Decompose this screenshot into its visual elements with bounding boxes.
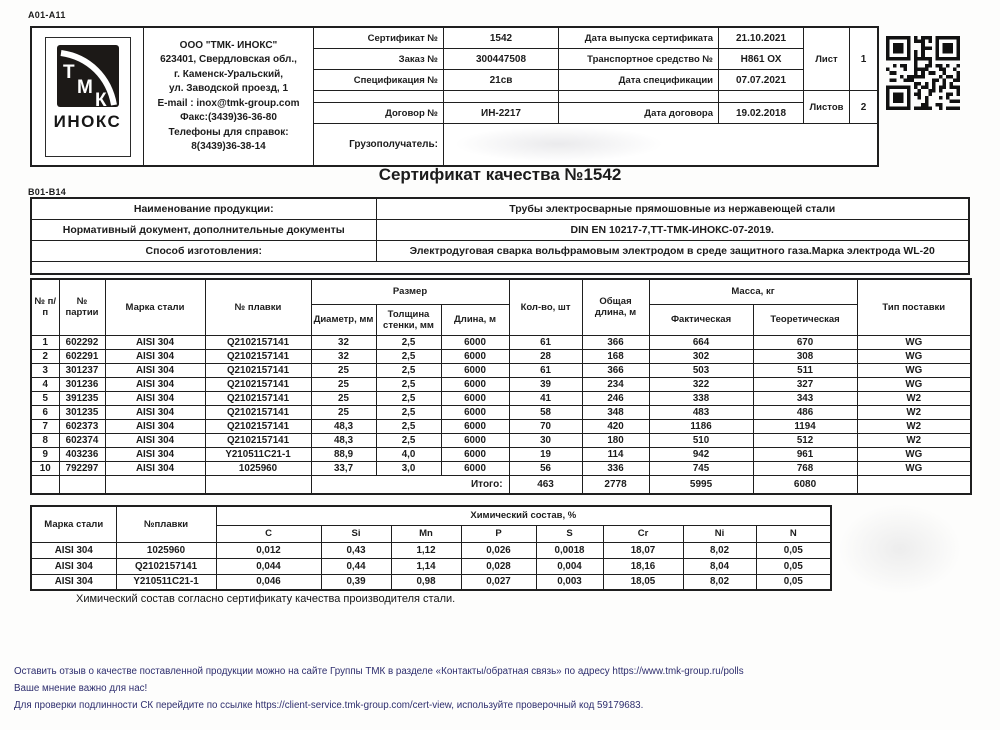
product-info-value: Электродуговая сварка вольфрамовым электродом в среде защитного газа.Марка электрода WL-20 [376, 240, 969, 261]
cell-mass-theor: 511 [753, 363, 857, 377]
cell-mass-fact: 322 [649, 377, 753, 391]
header-field-value: ИН-2217 [444, 103, 559, 124]
cell-grade: AISI 304 [105, 433, 205, 447]
cell-batch: 792297 [59, 461, 105, 475]
cell-diameter: 33,7 [311, 461, 376, 475]
cell-delivery: WG [857, 335, 971, 349]
totals-mass-theor: 6080 [753, 475, 857, 494]
col-num: № п/п [31, 279, 59, 335]
cell-length: 6000 [441, 377, 509, 391]
cell-num: 4 [31, 377, 59, 391]
cell-delivery: W2 [857, 419, 971, 433]
cell-thickness: 2,5 [376, 377, 441, 391]
chem-col-group: Химический состав, % [216, 506, 831, 525]
footer-note-line: Оставить отзыв о качестве поставленной продукции можно на сайте Группы ТМК в разделе «Контакты/обратная связь» по адресу https://www.tmk-group.ru/polls [14, 666, 744, 677]
cell-diameter: 88,9 [311, 447, 376, 461]
product-info-value: DIN EN 10217-7,ТТ-ТМК-ИНОКС-07-2019. [376, 219, 969, 240]
chem-cell-mn: 1,12 [391, 542, 461, 558]
cell-thickness: 2,5 [376, 335, 441, 349]
chem-cell-grade: AISI 304 [31, 574, 116, 590]
chem-cell-s: 0,0018 [536, 542, 603, 558]
chem-col-grade: Марка стали [31, 506, 116, 542]
chem-element-header: Si [321, 525, 391, 542]
empty-cell [105, 475, 205, 494]
cell-heat: Q2102157141 [205, 377, 311, 391]
chem-cell-si: 0,39 [321, 574, 391, 590]
cell-grade: AISI 304 [105, 405, 205, 419]
pipe-row [31, 391, 971, 405]
cell-length: 6000 [441, 335, 509, 349]
cell-mass-fact: 510 [649, 433, 753, 447]
cell-batch: 602291 [59, 349, 105, 363]
cell-heat: Q2102157141 [205, 419, 311, 433]
totals-total-length: 2778 [582, 475, 649, 494]
company-address [144, 28, 314, 165]
chem-cell-cr: 18,05 [603, 574, 683, 590]
cell-num: 2 [31, 349, 59, 363]
cell-num: 6 [31, 405, 59, 419]
company-logo [32, 28, 144, 165]
main-data-table [30, 278, 972, 495]
cell-mass-theor: 512 [753, 433, 857, 447]
svg-text:К: К [94, 89, 107, 107]
cell-heat: Q2102157141 [205, 391, 311, 405]
company-address-line: ул. Заводской проезд, 1 [168, 83, 289, 94]
chem-cell-heat: 1025960 [116, 542, 216, 558]
cell-length: 6000 [441, 363, 509, 377]
cell-batch: 602374 [59, 433, 105, 447]
cell-grade: AISI 304 [105, 461, 205, 475]
cell-num: 5 [31, 391, 59, 405]
cell-qty: 56 [509, 461, 582, 475]
pipe-row [31, 363, 971, 377]
chem-cell-p: 0,028 [461, 558, 536, 574]
cell-mass-fact: 302 [649, 349, 753, 363]
header-field-value: 19.02.2018 [719, 103, 804, 124]
cell-qty: 30 [509, 433, 582, 447]
chem-cell-c: 0,046 [216, 574, 321, 590]
empty-cell [205, 475, 311, 494]
cell-total-length: 336 [582, 461, 649, 475]
cell-mass-theor: 343 [753, 391, 857, 405]
cell-total-length: 180 [582, 433, 649, 447]
col-qty: Кол-во, шт [509, 279, 582, 335]
cell-length: 6000 [441, 433, 509, 447]
cell-qty: 28 [509, 349, 582, 363]
cell-num: 1 [31, 335, 59, 349]
col-diameter: Диаметр, мм [311, 304, 376, 335]
cell-num: 7 [31, 419, 59, 433]
sheet-label: Лист [804, 28, 850, 91]
cell-mass-theor: 670 [753, 335, 857, 349]
product-info-label: Нормативный документ, дополнительные документы [31, 219, 376, 240]
company-address-line: 623401, Свердловская обл., [160, 54, 297, 65]
totals-row [31, 475, 971, 494]
pipe-row [31, 377, 971, 391]
product-info-row [31, 219, 969, 240]
cell-thickness: 2,5 [376, 433, 441, 447]
cell-mass-theor: 486 [753, 405, 857, 419]
footer-note-line: Для проверки подлинности СК перейдите по ссылке https://client-service.tmk-group.com/cert-view, используйте проверочный код 59179683. [14, 700, 644, 711]
product-info-table [30, 197, 970, 275]
cell-batch: 301237 [59, 363, 105, 377]
cell-heat: Q2102157141 [205, 433, 311, 447]
cell-qty: 19 [509, 447, 582, 461]
cell-heat: Q2102157141 [205, 405, 311, 419]
company-address-line: Телефоны для справок: [168, 126, 289, 138]
cell-qty: 39 [509, 377, 582, 391]
pipe-row [31, 433, 971, 447]
chem-row [31, 574, 831, 590]
cell-batch: 391235 [59, 391, 105, 405]
product-spacer-row [31, 261, 969, 274]
cell-heat: Q2102157141 [205, 363, 311, 377]
product-info-value: Трубы электросварные прямошовные из нержавеющей стали [376, 198, 969, 219]
cell-mass-theor: 768 [753, 461, 857, 475]
cell-qty: 70 [509, 419, 582, 433]
form-code-top: A01-A11 [28, 10, 66, 20]
chem-cell-s: 0,004 [536, 558, 603, 574]
cell-thickness: 2,5 [376, 419, 441, 433]
col-thickness: Толщина стенки, мм [376, 304, 441, 335]
cell-delivery: WG [857, 447, 971, 461]
cell-delivery: WG [857, 461, 971, 475]
cell-thickness: 2,5 [376, 349, 441, 363]
cell-delivery: WG [857, 349, 971, 363]
col-heat: № плавки [205, 279, 311, 335]
cell-total-length: 366 [582, 335, 649, 349]
chem-element-header: P [461, 525, 536, 542]
cell-delivery: W2 [857, 405, 971, 419]
cell-length: 6000 [441, 461, 509, 475]
cell-num: 10 [31, 461, 59, 475]
cell-thickness: 4,0 [376, 447, 441, 461]
cell-total-length: 366 [582, 363, 649, 377]
cell-batch: 602373 [59, 419, 105, 433]
cell-diameter: 25 [311, 391, 376, 405]
cell-length: 6000 [441, 419, 509, 433]
cell-num: 8 [31, 433, 59, 447]
cell-total-length: 234 [582, 377, 649, 391]
cell-batch: 403236 [59, 447, 105, 461]
chem-cell-grade: AISI 304 [31, 558, 116, 574]
empty-cell [31, 261, 969, 274]
cell-diameter: 25 [311, 377, 376, 391]
cell-delivery: W2 [857, 391, 971, 405]
chem-element-header: Ni [683, 525, 756, 542]
col-grade: Марка стали [105, 279, 205, 335]
chem-col-heat: №плавки [116, 506, 216, 542]
cell-length: 6000 [441, 391, 509, 405]
logo-inoks-text: ИНОКС [53, 111, 122, 131]
cell-batch: 602292 [59, 335, 105, 349]
company-address-line: ООО "ТМК- ИНОКС" [179, 39, 278, 51]
totals-mass-fact: 5995 [649, 475, 753, 494]
cell-total-length: 420 [582, 419, 649, 433]
header-field-label: Заказ № [314, 49, 444, 70]
tmk-logo-icon [57, 45, 119, 107]
cell-diameter: 48,3 [311, 419, 376, 433]
product-info-row [31, 240, 969, 261]
sheets-total-number: 2 [850, 91, 877, 124]
cell-total-length: 348 [582, 405, 649, 419]
chem-row [31, 558, 831, 574]
header-field-value: Н861 ОХ [719, 49, 804, 70]
header-field-label: Дата договора [559, 103, 719, 124]
chem-element-header: Cr [603, 525, 683, 542]
consignee-value [444, 124, 877, 165]
empty-cell [857, 475, 971, 494]
chem-element-header: Mn [391, 525, 461, 542]
chem-cell-ni: 8,02 [683, 574, 756, 590]
chem-cell-p: 0,027 [461, 574, 536, 590]
company-address-line: г. Каменск-Уральский, [173, 68, 284, 80]
cell-mass-theor: 308 [753, 349, 857, 363]
totals-qty: 463 [509, 475, 582, 494]
cell-delivery: WG [857, 377, 971, 391]
chem-cell-cr: 18,07 [603, 542, 683, 558]
svg-text:Т: Т [62, 61, 75, 83]
header-field-value: 21.10.2021 [719, 28, 804, 49]
col-mass-theor: Теоретическая [753, 304, 857, 335]
cell-mass-fact: 483 [649, 405, 753, 419]
cell-grade: AISI 304 [105, 419, 205, 433]
chem-cell-n: 0,05 [756, 558, 831, 574]
header-field-value: 1542 [444, 28, 559, 49]
cell-heat: Y210511C21-1 [205, 447, 311, 461]
cell-num: 3 [31, 363, 59, 377]
cell-length: 6000 [441, 447, 509, 461]
chem-cell-heat: Y210511C21-1 [116, 574, 216, 590]
stamp-smudge [454, 126, 664, 162]
cell-length: 6000 [441, 405, 509, 419]
cell-diameter: 32 [311, 349, 376, 363]
empty-cell [31, 475, 59, 494]
cell-diameter: 25 [311, 405, 376, 419]
company-address-line: 8(3439)36-38-14 [191, 141, 266, 152]
cell-grade: AISI 304 [105, 363, 205, 377]
cell-grade: AISI 304 [105, 349, 205, 363]
sheets-total-label: Листов [804, 91, 850, 124]
cell-diameter: 25 [311, 363, 376, 377]
col-total-length: Общая длина, м [582, 279, 649, 335]
chem-cell-heat: Q2102157141 [116, 558, 216, 574]
footer-notes [14, 663, 984, 714]
cell-diameter: 32 [311, 335, 376, 349]
header-field-label: Спецификация № [314, 70, 444, 91]
company-address-line: Факс:(3439)36-36-80 [180, 112, 277, 123]
cell-thickness: 3,0 [376, 461, 441, 475]
cell-qty: 61 [509, 363, 582, 377]
col-group-size: Размер [311, 279, 509, 304]
cell-num: 9 [31, 447, 59, 461]
cell-delivery: WG [857, 363, 971, 377]
chem-cell-si: 0,44 [321, 558, 391, 574]
chem-cell-mn: 1,14 [391, 558, 461, 574]
footer-note-line: Ваше мнение важно для нас! [14, 683, 148, 694]
chem-cell-si: 0,43 [321, 542, 391, 558]
product-info-label: Наименование продукции: [31, 198, 376, 219]
cell-mass-theor: 1194 [753, 419, 857, 433]
cell-thickness: 2,5 [376, 363, 441, 377]
chemical-note: Химический состав согласно сертификату качества производителя стали. [76, 593, 456, 605]
cell-mass-fact: 664 [649, 335, 753, 349]
chem-cell-p: 0,026 [461, 542, 536, 558]
empty-cell [59, 475, 105, 494]
header-field-label: Дата спецификации [559, 70, 719, 91]
cell-mass-fact: 942 [649, 447, 753, 461]
main-table-header-row [31, 279, 971, 304]
header-field-label [314, 91, 444, 103]
header-field-value: 300447508 [444, 49, 559, 70]
chem-cell-ni: 8,04 [683, 558, 756, 574]
cell-mass-theor: 961 [753, 447, 857, 461]
cell-qty: 41 [509, 391, 582, 405]
sheet-number: 1 [850, 28, 877, 91]
company-address-line: E-mail : inox@tmk-group.com [157, 97, 300, 109]
cell-batch: 301236 [59, 377, 105, 391]
chemical-composition-table [30, 505, 832, 591]
chem-element-header: C [216, 525, 321, 542]
header-field-label: Транспортное средство № [559, 49, 719, 70]
cell-grade: AISI 304 [105, 391, 205, 405]
header-field-value: 07.07.2021 [719, 70, 804, 91]
header-field-label: Договор № [314, 103, 444, 124]
pipe-row [31, 349, 971, 363]
chem-cell-s: 0,003 [536, 574, 603, 590]
cell-qty: 61 [509, 335, 582, 349]
cell-heat: Q2102157141 [205, 335, 311, 349]
chem-element-header: N [756, 525, 831, 542]
cell-delivery: W2 [857, 433, 971, 447]
cell-mass-fact: 745 [649, 461, 753, 475]
cell-total-length: 114 [582, 447, 649, 461]
chem-header-row [31, 506, 831, 525]
chem-cell-c: 0,044 [216, 558, 321, 574]
logo-frame [45, 37, 131, 157]
chem-cell-ni: 8,02 [683, 542, 756, 558]
chem-cell-n: 0,05 [756, 574, 831, 590]
cell-thickness: 2,5 [376, 405, 441, 419]
chem-row [31, 542, 831, 558]
chem-cell-grade: AISI 304 [31, 542, 116, 558]
consignee-label: Грузополучатель: [314, 124, 444, 165]
qr-code [886, 36, 960, 110]
pipe-row [31, 447, 971, 461]
cell-length: 6000 [441, 349, 509, 363]
cell-mass-fact: 338 [649, 391, 753, 405]
scan-smudge [840, 505, 960, 593]
cell-total-length: 246 [582, 391, 649, 405]
col-delivery: Тип поставки [857, 279, 971, 335]
cell-grade: AISI 304 [105, 377, 205, 391]
cell-mass-theor: 327 [753, 377, 857, 391]
cell-grade: AISI 304 [105, 447, 205, 461]
cell-mass-fact: 1186 [649, 419, 753, 433]
pipe-row [31, 419, 971, 433]
chem-cell-n: 0,05 [756, 542, 831, 558]
col-mass-fact: Фактическая [649, 304, 753, 335]
cell-heat: 1025960 [205, 461, 311, 475]
header-field-value [444, 91, 559, 103]
chem-element-header: S [536, 525, 603, 542]
col-batch: № партии [59, 279, 105, 335]
chem-cell-mn: 0,98 [391, 574, 461, 590]
cell-diameter: 48,3 [311, 433, 376, 447]
col-length: Длина, м [441, 304, 509, 335]
header-field-value [719, 91, 804, 103]
cell-total-length: 168 [582, 349, 649, 363]
form-code-mid: B01-B14 [28, 187, 67, 197]
cell-batch: 301235 [59, 405, 105, 419]
cell-heat: Q2102157141 [205, 349, 311, 363]
chem-cell-c: 0,012 [216, 542, 321, 558]
chem-cell-cr: 18,16 [603, 558, 683, 574]
cell-qty: 58 [509, 405, 582, 419]
cell-grade: AISI 304 [105, 335, 205, 349]
col-group-mass: Масса, кг [649, 279, 857, 304]
totals-label: Итого: [311, 475, 509, 494]
header-field-value: 21св [444, 70, 559, 91]
pipe-row [31, 461, 971, 475]
cell-thickness: 2,5 [376, 391, 441, 405]
product-info-row [31, 198, 969, 219]
header-field-label: Сертификат № [314, 28, 444, 49]
header-field-label: Дата выпуска сертификата [559, 28, 719, 49]
svg-text:М: М [76, 76, 93, 98]
certificate-header-table [30, 26, 879, 167]
product-info-label: Способ изготовления: [31, 240, 376, 261]
header-field-label [559, 91, 719, 103]
pipe-row [31, 405, 971, 419]
cell-mass-fact: 503 [649, 363, 753, 377]
pipe-row [31, 335, 971, 349]
page-title: Сертификат качества №1542 [378, 165, 622, 184]
